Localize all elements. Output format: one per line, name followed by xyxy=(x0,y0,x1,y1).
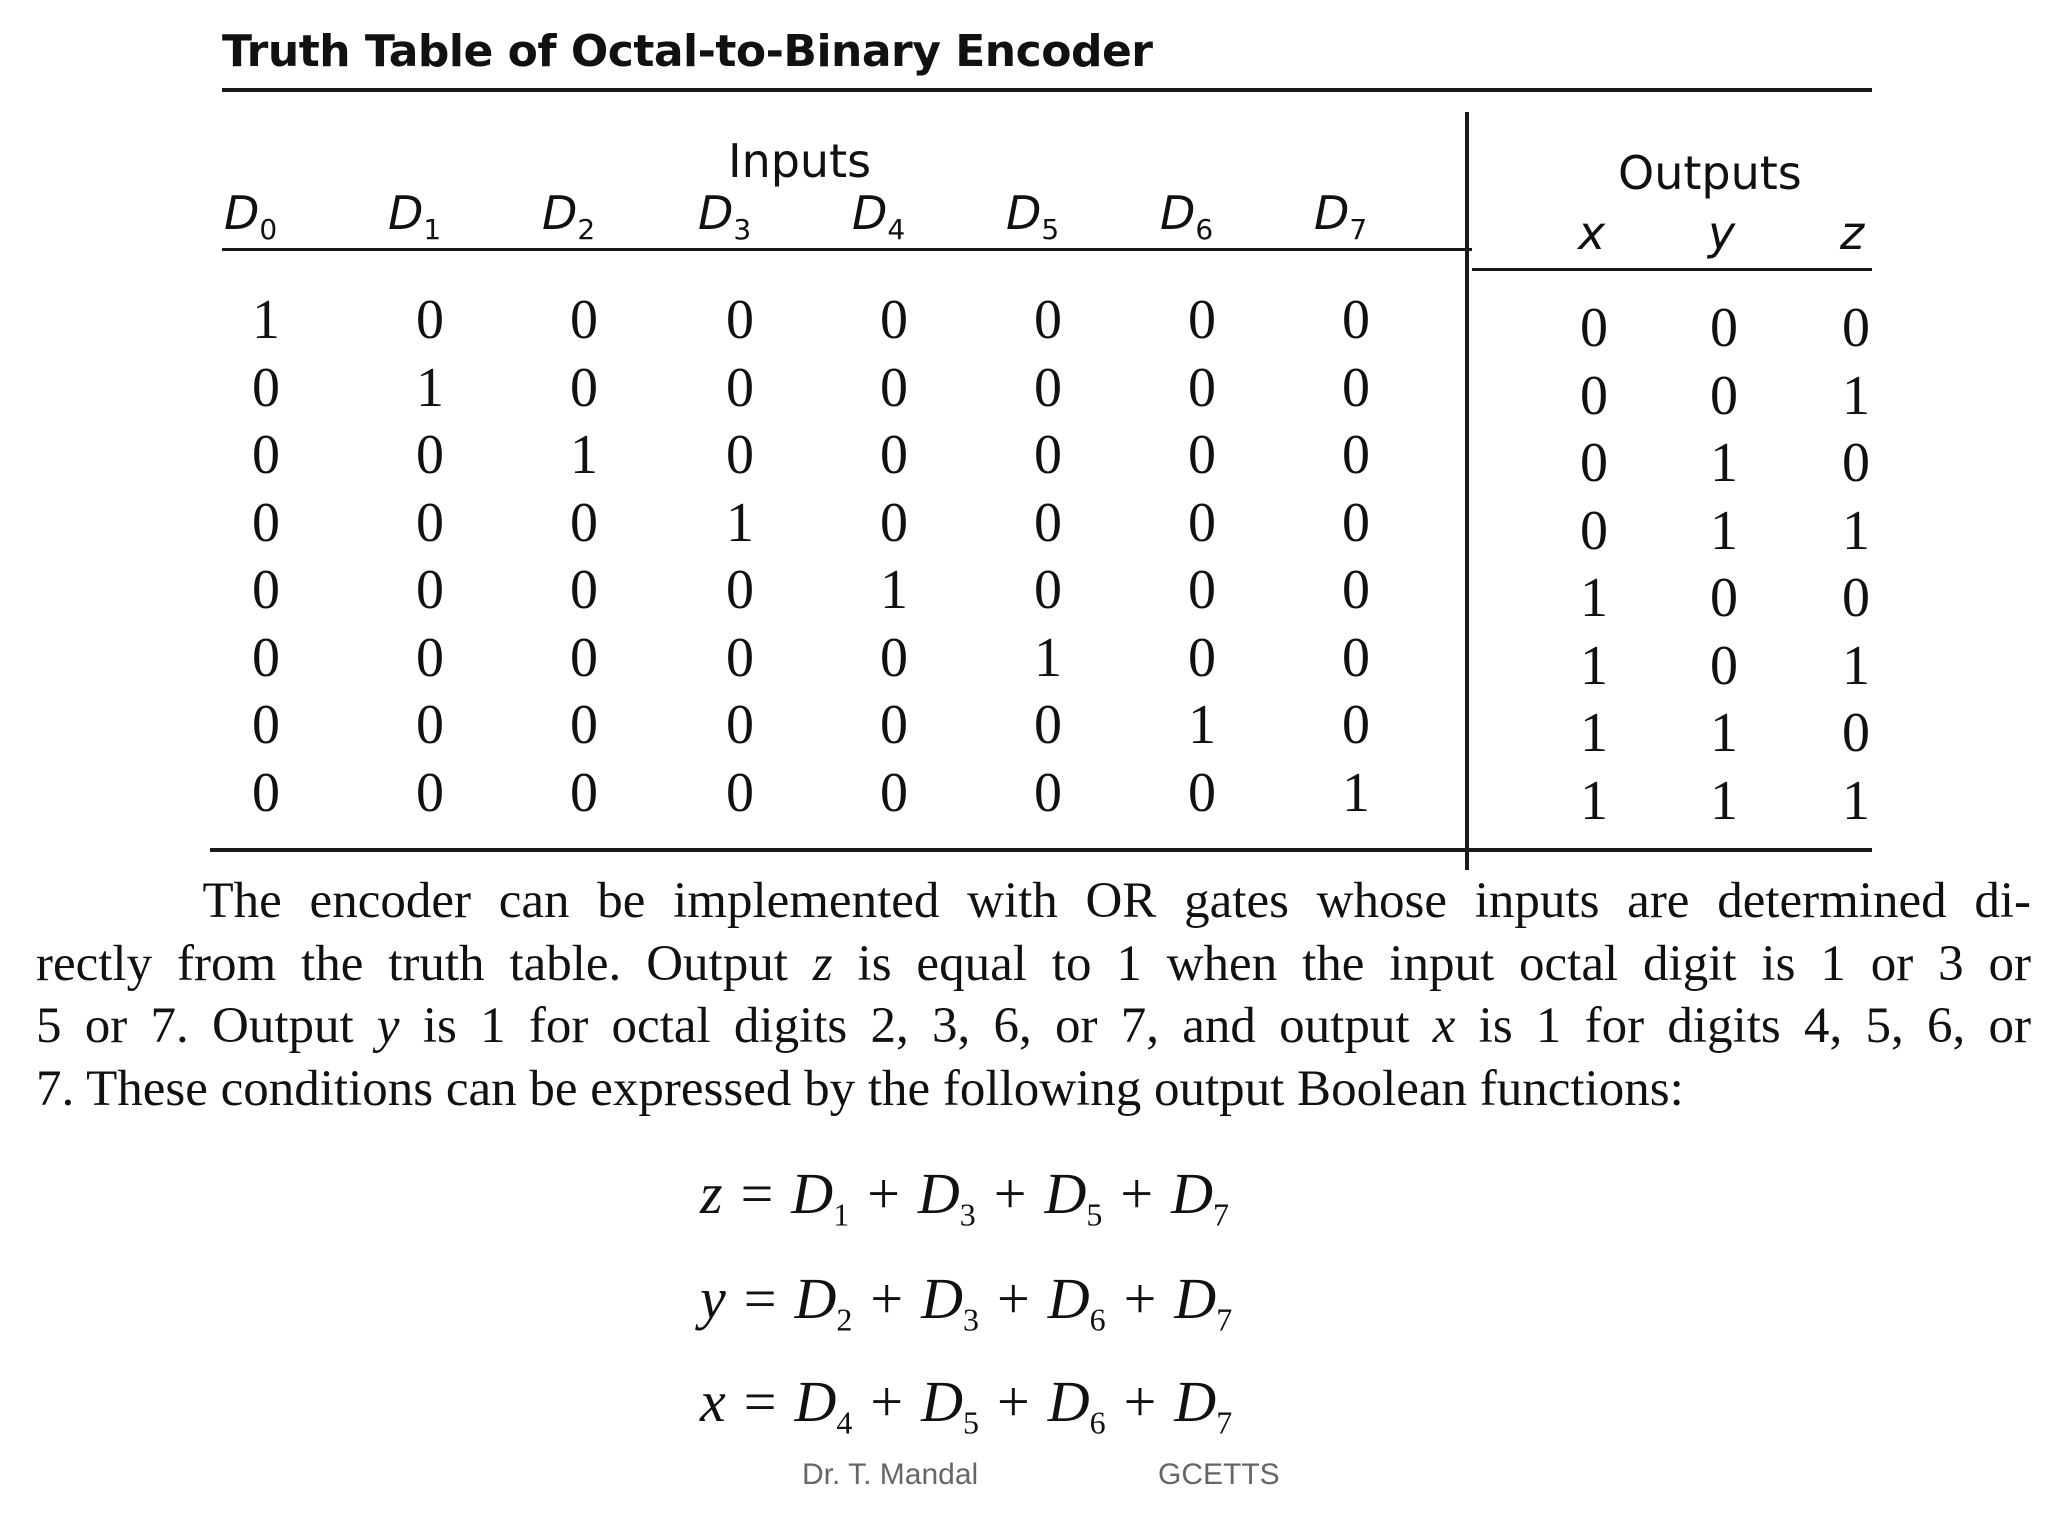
header-subscript: 7 xyxy=(1349,213,1368,246)
outputs-header-rule xyxy=(1472,268,1872,271)
input-cell: 0 xyxy=(1188,289,1216,351)
equation-term: $D_7$ xyxy=(1171,1161,1230,1233)
equals-sign: = xyxy=(740,1161,774,1226)
input-cell: 0 xyxy=(880,694,908,756)
header-subscript: 4 xyxy=(887,213,906,246)
output-cell: 0 xyxy=(1842,567,1870,629)
header-base: D xyxy=(224,186,260,240)
input-cell: 0 xyxy=(1342,424,1370,486)
input-column-header xyxy=(542,186,595,246)
input-cell: 0 xyxy=(1342,694,1370,756)
input-cell: 0 xyxy=(1342,559,1370,621)
equation-term: $D_5$ xyxy=(1044,1161,1103,1233)
input-cell: 0 xyxy=(416,626,444,689)
input-cell: 0 xyxy=(416,761,444,824)
input-cell: 0 xyxy=(726,356,754,419)
input-cell: 0 xyxy=(416,694,444,756)
footer-institution: GCETTS xyxy=(1158,1458,1280,1491)
paragraph-line: 5 or 7. Output y is 1 for octal digits 2, 3, 6, or 7, and output x is 1 for digits 4, 5, 6, or xyxy=(36,998,2031,1054)
equation-term: $D_2$ xyxy=(794,1266,853,1338)
input-cell: 1 xyxy=(416,356,444,419)
plus-sign: + xyxy=(870,1369,904,1434)
input-cell: 0 xyxy=(880,289,908,351)
plus-sign: + xyxy=(996,1369,1030,1434)
input-cell: 0 xyxy=(1034,694,1062,756)
header-subscript: 3 xyxy=(733,213,752,246)
plus-sign: + xyxy=(1123,1369,1157,1434)
term-subscript: 4 xyxy=(836,1404,853,1441)
equation-lhs: x xyxy=(700,1369,726,1434)
input-cell: 0 xyxy=(1188,761,1216,824)
output-cell: 1 xyxy=(1842,364,1870,427)
equation-term: $D_4$ xyxy=(794,1369,853,1441)
input-cell: 0 xyxy=(1034,491,1062,554)
header-base: D xyxy=(1314,186,1350,240)
input-cell: 0 xyxy=(726,559,754,621)
output-column-header: x xyxy=(1578,206,1606,260)
input-cell: 0 xyxy=(570,289,598,351)
input-cell: 1 xyxy=(880,559,908,621)
input-cell: 0 xyxy=(252,356,280,419)
term-subscript: 7 xyxy=(1216,1404,1233,1441)
output-cell: 0 xyxy=(1710,297,1738,359)
equation-term: $D_6$ xyxy=(1047,1266,1106,1338)
equation-term: $D_6$ xyxy=(1047,1369,1106,1441)
equation-lhs: z xyxy=(700,1161,723,1226)
equation-term: $D_1$ xyxy=(791,1161,850,1233)
input-cell: 1 xyxy=(726,491,754,554)
output-cell: 1 xyxy=(1580,702,1608,764)
output-cell: 0 xyxy=(1710,364,1738,427)
input-column-header xyxy=(852,186,905,246)
paragraph-line: 7. These conditions can be expressed by the following output Boolean functions: xyxy=(36,1060,1684,1117)
output-cell: 1 xyxy=(1580,567,1608,629)
output-cell: 0 xyxy=(1580,499,1608,562)
input-cell: 1 xyxy=(1342,761,1370,824)
term-subscript: 7 xyxy=(1216,1301,1233,1338)
header-subscript: 2 xyxy=(577,213,596,246)
input-cell: 0 xyxy=(252,626,280,689)
output-cell: 1 xyxy=(1580,769,1608,832)
input-column-header xyxy=(224,186,277,246)
input-cell: 0 xyxy=(570,761,598,824)
output-cell: 0 xyxy=(1580,297,1608,359)
plus-sign: + xyxy=(996,1266,1030,1331)
input-cell: 0 xyxy=(416,491,444,554)
term-subscript: 1 xyxy=(833,1196,850,1233)
explanation-paragraph xyxy=(36,870,2031,1120)
input-cell: 0 xyxy=(726,761,754,824)
header-base: D xyxy=(698,186,734,240)
input-cell: 0 xyxy=(570,491,598,554)
input-cell: 0 xyxy=(1188,424,1216,486)
output-cell: 1 xyxy=(1710,499,1738,562)
plus-sign: + xyxy=(993,1161,1027,1226)
term-subscript: 6 xyxy=(1089,1301,1106,1338)
input-cell: 0 xyxy=(880,491,908,554)
input-cell: 0 xyxy=(570,356,598,419)
boolean-equation xyxy=(700,1368,1232,1442)
input-cell: 1 xyxy=(1188,694,1216,756)
input-cell: 0 xyxy=(880,356,908,419)
table-bottom-rule xyxy=(210,848,1872,852)
output-cell: 0 xyxy=(1842,702,1870,764)
equals-sign: = xyxy=(743,1266,777,1331)
header-subscript: 6 xyxy=(1195,213,1214,246)
input-cell: 1 xyxy=(1034,626,1062,689)
input-cell: 0 xyxy=(416,289,444,351)
output-column-header: y xyxy=(1708,206,1736,260)
plus-sign: + xyxy=(870,1266,904,1331)
footer-author: Dr. T. Mandal xyxy=(802,1458,979,1491)
header-subscript: 5 xyxy=(1041,213,1060,246)
input-cell: 0 xyxy=(416,559,444,621)
input-cell: 0 xyxy=(726,424,754,486)
header-base: D xyxy=(852,186,888,240)
input-cell: 0 xyxy=(1034,424,1062,486)
equation-term: $D_5$ xyxy=(921,1369,979,1441)
header-base: D xyxy=(542,186,578,240)
equation-term: $D_7$ xyxy=(1174,1266,1233,1338)
term-subscript: 3 xyxy=(959,1196,976,1233)
input-cell: 0 xyxy=(252,424,280,486)
input-cell: 0 xyxy=(252,559,280,621)
input-cell: 0 xyxy=(570,626,598,689)
inputs-group-label: Inputs xyxy=(728,134,872,188)
output-cell: 0 xyxy=(1580,364,1608,427)
output-cell: 1 xyxy=(1710,432,1738,494)
paragraph-line: rectly from the truth table. Output z is equal to 1 when the input octal digit is 1 or 3 or xyxy=(36,935,2032,992)
input-cell: 0 xyxy=(570,559,598,621)
input-cell: 0 xyxy=(1188,626,1216,689)
table-title: Truth Table of Octal-to-Binary Encoder xyxy=(222,26,1153,77)
equals-sign: = xyxy=(743,1369,777,1434)
input-cell: 0 xyxy=(880,761,908,824)
output-cell: 1 xyxy=(1580,634,1608,697)
column-divider xyxy=(1465,112,1469,870)
input-cell: 0 xyxy=(726,626,754,689)
table-top-rule xyxy=(222,88,1872,92)
output-cell: 0 xyxy=(1842,432,1870,494)
input-cell: 0 xyxy=(880,424,908,486)
input-cell: 0 xyxy=(1188,491,1216,554)
plus-sign: + xyxy=(867,1161,900,1226)
input-cell: 0 xyxy=(252,761,280,824)
input-column-header xyxy=(388,186,441,246)
header-base: D xyxy=(1160,186,1196,240)
input-cell: 0 xyxy=(1342,356,1370,419)
plus-sign: + xyxy=(1123,1266,1157,1331)
output-column-header: z xyxy=(1840,206,1865,260)
term-subscript: 7 xyxy=(1213,1196,1230,1233)
input-cell: 0 xyxy=(1188,356,1216,419)
input-column-header xyxy=(698,186,751,246)
input-cell: 0 xyxy=(1342,626,1370,689)
term-subscript: 2 xyxy=(836,1301,853,1338)
input-cell: 0 xyxy=(1188,559,1216,621)
input-column-header xyxy=(1006,186,1059,246)
input-column-header xyxy=(1314,186,1367,246)
output-cell: 1 xyxy=(1842,634,1870,697)
input-cell: 0 xyxy=(726,694,754,756)
header-base: D xyxy=(1006,186,1042,240)
input-cell: 0 xyxy=(1034,761,1062,824)
output-cell: 0 xyxy=(1580,432,1608,494)
input-cell: 1 xyxy=(252,289,280,351)
plus-sign: + xyxy=(1120,1161,1154,1226)
input-cell: 0 xyxy=(570,694,598,756)
input-column-header xyxy=(1160,186,1213,246)
output-cell: 1 xyxy=(1842,769,1870,832)
output-cell: 1 xyxy=(1710,769,1738,832)
input-cell: 0 xyxy=(1034,289,1062,351)
boolean-equation xyxy=(700,1265,1232,1339)
input-cell: 0 xyxy=(726,289,754,351)
input-cell: 0 xyxy=(1342,289,1370,351)
input-cell: 0 xyxy=(1034,356,1062,419)
term-subscript: 6 xyxy=(1089,1404,1106,1441)
output-cell: 0 xyxy=(1710,634,1738,697)
input-cell: 0 xyxy=(252,491,280,554)
equation-term: $D_3$ xyxy=(921,1266,979,1338)
input-cell: 1 xyxy=(570,424,598,486)
inputs-header-rule xyxy=(222,248,1472,251)
input-cell: 0 xyxy=(1342,491,1370,554)
outputs-group-label: Outputs xyxy=(1618,146,1802,200)
header-subscript: 0 xyxy=(259,213,278,246)
term-subscript: 5 xyxy=(1086,1196,1103,1233)
header-base: D xyxy=(388,186,424,240)
output-cell: 0 xyxy=(1710,567,1738,629)
input-cell: 0 xyxy=(252,694,280,756)
paragraph-line: The encoder can be implemented with OR gates whose inputs are determined di- xyxy=(202,873,2031,929)
header-subscript: 1 xyxy=(423,213,442,246)
term-subscript: 5 xyxy=(962,1404,979,1441)
boolean-equation xyxy=(700,1160,1229,1234)
input-cell: 0 xyxy=(880,626,908,689)
equation-term: $D_3$ xyxy=(917,1161,976,1233)
output-cell: 1 xyxy=(1710,702,1738,764)
output-cell: 0 xyxy=(1842,297,1870,359)
term-subscript: 3 xyxy=(962,1301,979,1338)
equation-term: $D_7$ xyxy=(1174,1369,1233,1441)
input-cell: 0 xyxy=(1034,559,1062,621)
equation-lhs: y xyxy=(700,1266,726,1331)
input-cell: 0 xyxy=(416,424,444,486)
output-cell: 1 xyxy=(1842,499,1870,562)
